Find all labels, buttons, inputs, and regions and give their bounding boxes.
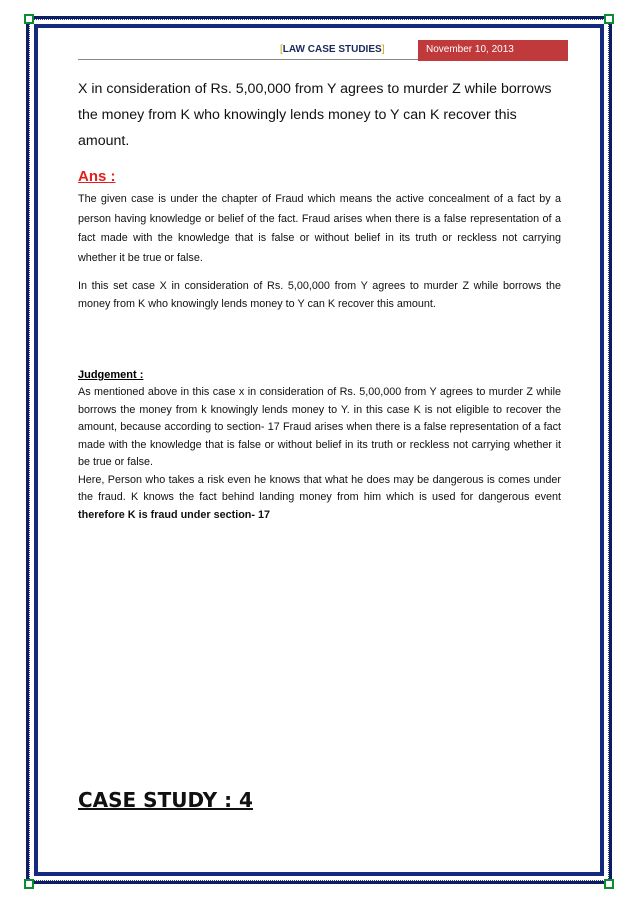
header-date-badge: November 10, 2013 xyxy=(418,40,568,61)
header-bracket-close: ] xyxy=(381,44,385,55)
judgement-conclusion: therefore K is fraud under section- 17 xyxy=(78,508,270,521)
judgement-paragraph-2-text: Here, Person who takes a risk even he knows that what he does may be dangerous is comes under the fraud. K knows the fact behind landing money from him which is used for dangerous event xyxy=(78,473,561,503)
running-header-title xyxy=(280,40,384,59)
main-content xyxy=(78,76,561,524)
header-title-text: LAW CASE STUDIES xyxy=(282,44,382,55)
judgement-heading: Judgement : xyxy=(78,369,144,381)
answer-paragraph-1: The given case is under the chapter of Fraud which means the active concealment of a fact by a person having knowledge or belief of the fact. Fraud arises when there is a false representation of a fact made with the knowledge that is false or without belief in its truth or reckless not carrying whether it be true or false. xyxy=(78,193,561,264)
question-text: X in consideration of Rs. 5,00,000 from Y agrees to murder Z while borrows the money from K who knowingly lends money to Y can K recover this amount. xyxy=(78,81,552,149)
border-corner-bottom-left xyxy=(24,879,34,889)
border-corner-bottom-right xyxy=(604,879,614,889)
border-corner-top-right xyxy=(604,14,614,24)
header-bracket-open: [ xyxy=(280,44,283,55)
judgement-paragraph-2 xyxy=(78,472,561,525)
header-rule xyxy=(78,59,418,60)
answer-paragraph-2: In this set case X in consideration of Rs. 5,00,000 from Y agrees to murder Z while borrows the money from K who knowingly lends money to Y can K recover this amount. xyxy=(78,280,561,310)
case-study-heading: CASE STUDY : 4 xyxy=(78,788,253,812)
answer-heading: Ans : xyxy=(78,168,116,185)
border-corner-top-left xyxy=(24,14,34,24)
judgement-paragraph-1: As mentioned above in this case x in consideration of Rs. 5,00,000 from Y agrees to murder Z while borrows the money from k knowingly lends money to Y. in this case K is not eligible to recover the amount, because according to section- 17 Fraud arises when there is a false representation of a fact made with the knowledge that is false or without belief in its truth or reckless not carrying whether it be true or false. xyxy=(78,386,561,468)
